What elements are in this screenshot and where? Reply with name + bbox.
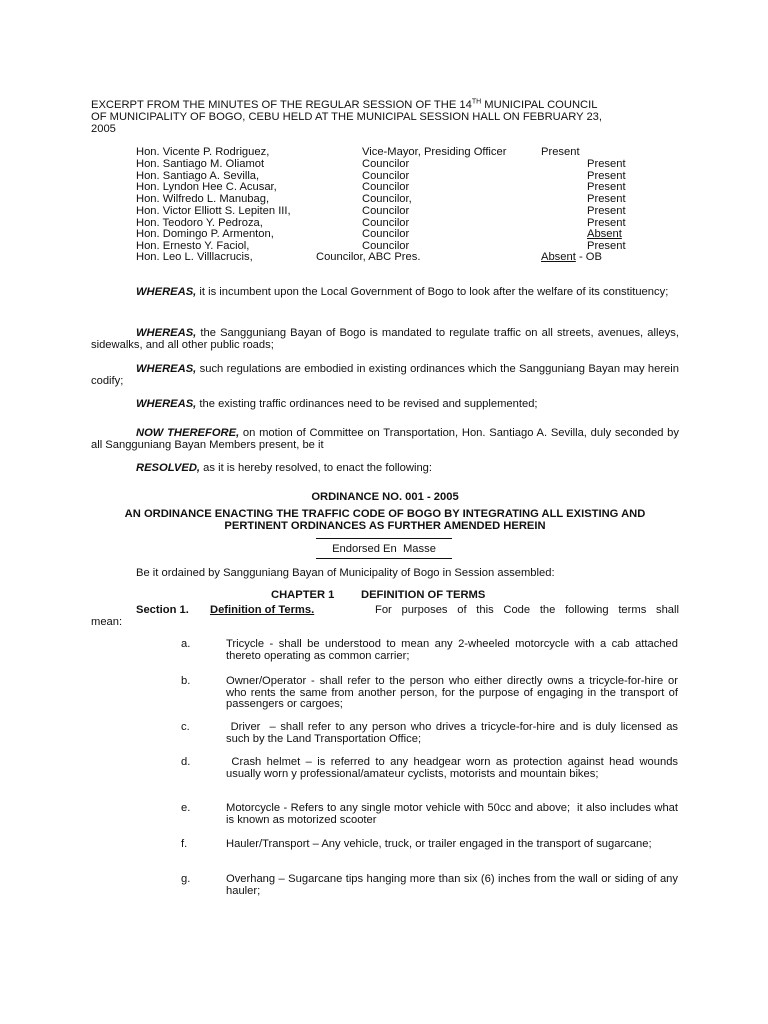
now-therefore-keyword: NOW THEREFORE, xyxy=(136,427,240,439)
status-text: Present xyxy=(587,193,626,205)
whereas-clause-3 xyxy=(91,364,679,387)
status-absent: Absent xyxy=(541,251,576,263)
status-text: Present xyxy=(587,240,626,252)
member-status xyxy=(587,194,626,206)
whereas-keyword: WHEREAS, xyxy=(136,363,197,375)
member-name: Hon. Ernesto Y. Faciol, xyxy=(136,240,250,252)
member-status xyxy=(541,147,580,159)
ordinance-title-line-2: PERTINENT ORDINANCES AS FURTHER AMENDED HEREIN xyxy=(224,520,546,532)
whereas-keyword: WHEREAS, xyxy=(136,286,197,298)
attendance-row xyxy=(0,252,768,264)
ordinance-number: ORDINANCE NO. 001 - 2005 xyxy=(311,491,459,503)
member-name: Hon. Domingo P. Armenton, xyxy=(136,228,274,240)
header-line-1 xyxy=(91,100,679,112)
definition-letter: c. xyxy=(181,721,190,733)
definition-letter: g. xyxy=(181,873,191,885)
member-name: Hon. Lyndon Hee C. Acusar, xyxy=(136,181,277,193)
definition-letter: d. xyxy=(181,756,191,768)
status-text: Present xyxy=(587,205,626,217)
member-status xyxy=(587,229,622,241)
whereas-text: the existing traffic ordinances need to be revised and supplemented; xyxy=(196,398,538,410)
header-superscript: TH xyxy=(471,98,482,106)
resolved-clause xyxy=(91,463,679,475)
status-text: Present xyxy=(587,170,626,182)
section-text: For purposes of this Code the following terms shall xyxy=(375,604,679,616)
definition-text: Tricycle - shall be understood to mean any 2-wheeled motorcycle with a cab attached thereto operating as common carrier; xyxy=(226,638,682,662)
section-title: Definition of Terms. xyxy=(210,604,315,616)
member-status xyxy=(587,206,626,218)
status-text: Present xyxy=(587,181,626,193)
whereas-keyword: WHEREAS, xyxy=(136,398,197,410)
chapter-title: DEFINITION OF TERMS xyxy=(361,589,486,601)
definition-text: Owner/Operator - shall refer to the person who either directly owns a tricycle-for-hire or who rents the same from another person, for the purpose of engaging in the transport of passengers or cargoes; xyxy=(226,675,682,711)
now-therefore-clause xyxy=(91,428,679,451)
member-position: Councilor, ABC Pres. xyxy=(316,251,421,263)
header-text-1: EXCERPT FROM THE MINUTES OF THE REGULAR SESSION OF THE 14 xyxy=(91,99,472,111)
whereas-text: such regulations are embodied in existing ordinances which the Sangguniang Bayan may herein codify; xyxy=(91,363,679,387)
member-position: Councilor xyxy=(362,181,410,193)
definition-letter: b. xyxy=(181,675,191,687)
ordained-statement: Be it ordained by Sangguniang Bayan of Municipality of Bogo in Session assembled: xyxy=(136,567,555,579)
endorsed-top-rule xyxy=(316,538,452,539)
endorsed-bottom-rule xyxy=(316,558,452,559)
whereas-text: the Sangguniang Bayan of Bogo is mandated to regulate traffic on all streets, avenues, alleys, sidewalks, and all other public roads; xyxy=(91,327,679,351)
member-position: Councilor xyxy=(362,228,410,240)
resolved-keyword: RESOLVED, xyxy=(136,462,201,474)
status-text: - OB xyxy=(575,251,602,263)
definition-text: Overhang – Sugarcane tips hanging more than six (6) inches from the wall or siding of any hauler; xyxy=(226,873,682,897)
member-name: Hon. Santiago A. Sevilla, xyxy=(136,170,260,182)
definition-text: Motorcycle - Refers to any single motor vehicle with 50cc and above; it also includes what is known as motorized scooter xyxy=(226,802,682,826)
header-line-2: OF MUNICIPALITY OF BOGO, CEBU HELD AT THE MUNICIPAL SESSION HALL ON FEBRUARY 23, xyxy=(91,111,603,123)
status-text: Present xyxy=(587,217,626,229)
whereas-keyword: WHEREAS, xyxy=(136,327,197,339)
member-status xyxy=(541,252,602,264)
member-position: Councilor xyxy=(362,170,410,182)
status-absent: Absent xyxy=(587,228,622,240)
definition-text: Driver – shall refer to any person who drives a tricycle-for-hire and is duly licensed as such by the Land Transportation Office; xyxy=(226,721,682,745)
definition-text: Hauler/Transport – Any vehicle, truck, or trailer engaged in the transport of sugarcane; xyxy=(226,838,652,850)
endorsed-label: Endorsed En Masse xyxy=(332,543,436,555)
definition-text: Crash helmet – is referred to any headgear worn as protection against head wounds usually worn y professional/amateur cyclists, motorists and mountain bikes; xyxy=(226,756,682,780)
member-name: Hon. Leo L. Villlacrucis, xyxy=(136,251,253,263)
status-text: Present xyxy=(541,146,580,158)
definition-letter: e. xyxy=(181,802,191,814)
member-position: Councilor xyxy=(362,205,410,217)
member-name: Hon. Victor Elliott S. Lepiten III, xyxy=(136,205,291,217)
member-position: Councilor xyxy=(362,217,410,229)
member-position: Vice-Mayor, Presiding Officer xyxy=(362,146,507,158)
member-name: Hon. Vicente P. Rodriguez, xyxy=(136,146,270,158)
member-position: Councilor xyxy=(362,158,410,170)
section-text-end: mean: xyxy=(91,616,123,628)
header-text-1-end: MUNICIPAL COUNCIL xyxy=(481,99,598,111)
member-status xyxy=(587,182,626,194)
whereas-text: it is incumbent upon the Local Government of Bogo to look after the welfare of its constituency; xyxy=(196,286,669,298)
section-label: Section 1. xyxy=(136,604,189,616)
status-text: Present xyxy=(587,158,626,170)
chapter-label: CHAPTER 1 xyxy=(271,589,335,601)
member-name: Hon. Wilfredo L. Manubag, xyxy=(136,193,270,205)
whereas-clause-1 xyxy=(91,287,679,299)
member-name: Hon. Santiago M. Oliamot xyxy=(136,158,265,170)
member-name: Hon. Teodoro Y. Pedroza, xyxy=(136,217,263,229)
definition-letter: f. xyxy=(181,838,188,850)
member-status xyxy=(587,159,626,171)
ordinance-title-line-1: AN ORDINANCE ENACTING THE TRAFFIC CODE OF BOGO BY INTEGRATING ALL EXISTING AND xyxy=(124,508,646,520)
resolved-text: as it is hereby resolved, to enact the following: xyxy=(200,462,433,474)
header-line-3: 2005 xyxy=(91,123,116,135)
whereas-clause-4 xyxy=(91,399,679,411)
definition-letter: a. xyxy=(181,638,191,650)
whereas-clause-2 xyxy=(91,328,679,351)
now-therefore-text: on motion of Committee on Transportation, Hon. Santiago A. Sevilla, duly seconded by all Sangguniang Bayan Members present, be it xyxy=(91,427,679,451)
member-position: Councilor xyxy=(362,240,410,252)
member-position: Councilor, xyxy=(362,193,412,205)
